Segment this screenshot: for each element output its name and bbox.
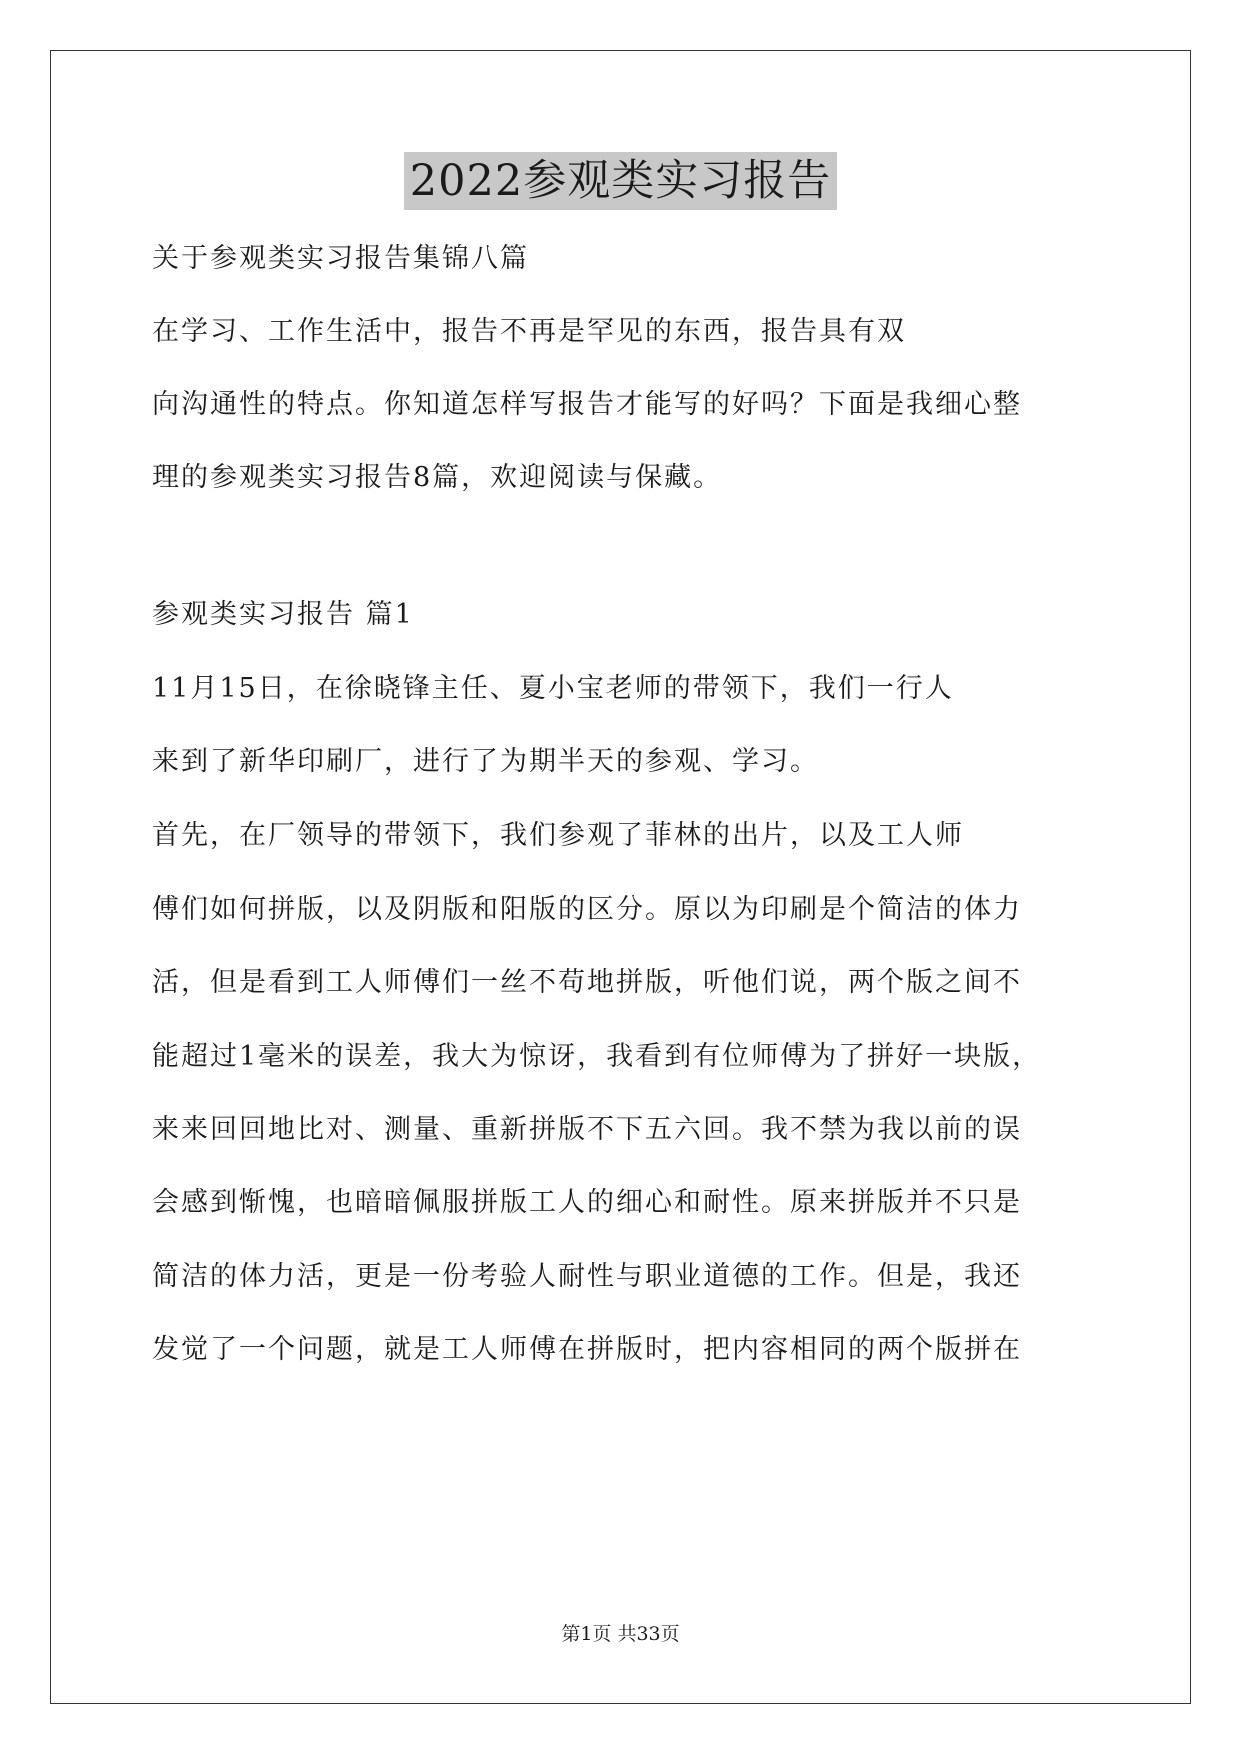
page-border xyxy=(50,50,1191,1704)
text-line: 傅们如何拼版，以及阴版和阳版的区分。原以为印刷是个简洁的体力 xyxy=(152,894,1022,925)
text-line: 会感到惭愧，也暗暗佩服拼版工人的细心和耐性。原来拼版并不只是 xyxy=(152,1187,1022,1218)
text-line: 来到了新华印刷厂，进行了为期半天的参观、学习。 xyxy=(152,746,819,777)
text-line: 活，但是看到工人师傅们一丝不苟地拼版，听他们说，两个版之间不 xyxy=(152,967,1022,998)
document-title: 2022参观类实习报告 xyxy=(404,152,837,210)
text-line: 简洁的体力活，更是一份考验人耐性与职业道德的工作。但是，我还 xyxy=(152,1261,1022,1292)
text-line: 能超过1毫米的误差，我大为惊讶，我看到有位师傅为了拼好一块版， xyxy=(152,1041,1042,1072)
text-line: 发觉了一个问题，就是工人师傅在拼版时，把内容相同的两个版拼在 xyxy=(152,1334,1022,1365)
text-line: 向沟通性的特点。你知道怎样写报告才能写的好吗？下面是我细心整 xyxy=(152,389,1022,420)
title-container xyxy=(0,152,1241,210)
text-line: 首先，在厂领导的带领下，我们参观了菲林的出片，以及工人师 xyxy=(152,820,964,851)
text-line: 在学习、工作生活中，报告不再是罕见的东西，报告具有双 xyxy=(152,316,906,347)
text-line: 来来回回地比对、测量、重新拼版不下五六回。我不禁为我以前的误 xyxy=(152,1114,1022,1145)
subtitle-line: 关于参观类实习报告集锦八篇 xyxy=(152,243,529,274)
text-line: 11月15日，在徐晓锋主任、夏小宝老师的带领下，我们一行人 xyxy=(152,673,954,704)
page-footer: 第1页 共33页 xyxy=(561,1623,680,1645)
text-line: 理的参观类实习报告8篇，欢迎阅读与保藏。 xyxy=(152,462,723,493)
section-heading: 参观类实习报告 篇1 xyxy=(152,599,414,630)
